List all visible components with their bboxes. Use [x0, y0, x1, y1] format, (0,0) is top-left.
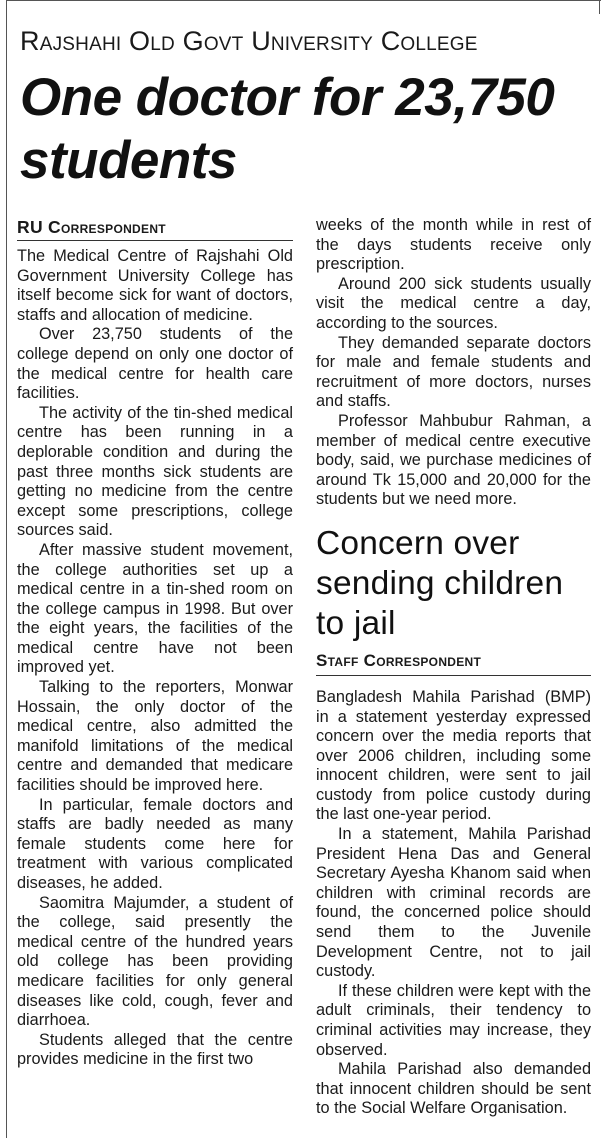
story1-paragraph: Saomitra Majumder, a student of the college, said presently the medical centre of the hundred years old college has been providing medicare facilities for only general diseases like cold, cough, fever and diarrhoea. [17, 893, 293, 1030]
story1-byline: RU Correspondent [17, 216, 293, 241]
story1-paragraph: The Medical Centre of Rajshahi Old Government University College has itself become sick for want of doctors, staffs and allocation of medicine. [17, 247, 293, 324]
story1-continuation-paragraph: Around 200 sick students usually visit the medical centre a day, according to the sources. [316, 274, 591, 332]
story1-paragraph: In particular, female doctors and staffs are badly needed as many female students come here for treatment with various complicated diseases, he added. [17, 795, 293, 892]
story1-paragraph: Students alleged that the centre provides medicine in the first two [17, 1030, 293, 1069]
story1-headline: One doctor for 23,750 students [20, 68, 555, 190]
right-border-tick [599, 0, 600, 14]
story1-column-left [17, 216, 293, 1070]
story1-paragraph: Over 23,750 students of the college depend on only one doctor of the medical centre for health care facilities. [17, 325, 293, 403]
right-column [316, 216, 591, 1119]
story2-paragraph: Bangladesh Mahila Parishad (BMP) in a statement yesterday expressed concern over the media reports that over 2006 children, including some innocent children, were sent to jail custody from police custody during the last one-year period. [316, 687, 591, 824]
top-border-rule [6, 0, 601, 1]
story1-continuation-paragraph: They demanded separate doctors for male and female students and recruitment of more doctors, nurses and staffs. [316, 333, 591, 411]
story2-headline: Concern over sending children to jail [316, 524, 564, 642]
story1-paragraph: Talking to the reporters, Monwar Hossain, the only doctor of the medical centre, also admitted the manifold limitations of the medical centre and demanded that medicare facilities should be improved here. [17, 678, 293, 795]
story1-kicker: Rajshahi Old Govt University College [20, 26, 478, 56]
story1-continuation-paragraph: Professor Mahbubur Rahman, a member of medical centre executive body, said, we purchase medicines of around Tk 15,000 and 20,000 for the students but we need more. [316, 411, 591, 509]
story1-continuation-paragraph: weeks of the month while in rest of the days students receive only prescription. [316, 216, 591, 274]
story2-paragraph: Mahila Parishad also demanded that innocent children should be sent to the Social Welfare Organisation. [316, 1060, 591, 1118]
story2-paragraph: If these children were kept with the adult criminals, their tendency to criminal activities may increase, they observed. [316, 981, 591, 1059]
story1-paragraph: The activity of the tin-shed medical centre has been running in a deplorable condition and during the past three months sick students are getting no medicine from the centre except some prescriptions, college sources said. [17, 403, 293, 540]
story1-paragraph: After massive student movement, the college authorities set up a medical centre in a tin-shed room on the college campus in 1998. But over the eight years, the facilities of the medical centre have not been improved yet. [17, 540, 293, 677]
left-border-rule [6, 0, 7, 1138]
story2-paragraph: In a statement, Mahila Parishad President Hena Das and General Secretary Ayesha Khanom said when children with criminal records are found, the concerned police should send them to the Juvenile Development Centre, not to jail custody. [316, 825, 591, 981]
story2-byline: Staff Correspondent [316, 650, 591, 676]
